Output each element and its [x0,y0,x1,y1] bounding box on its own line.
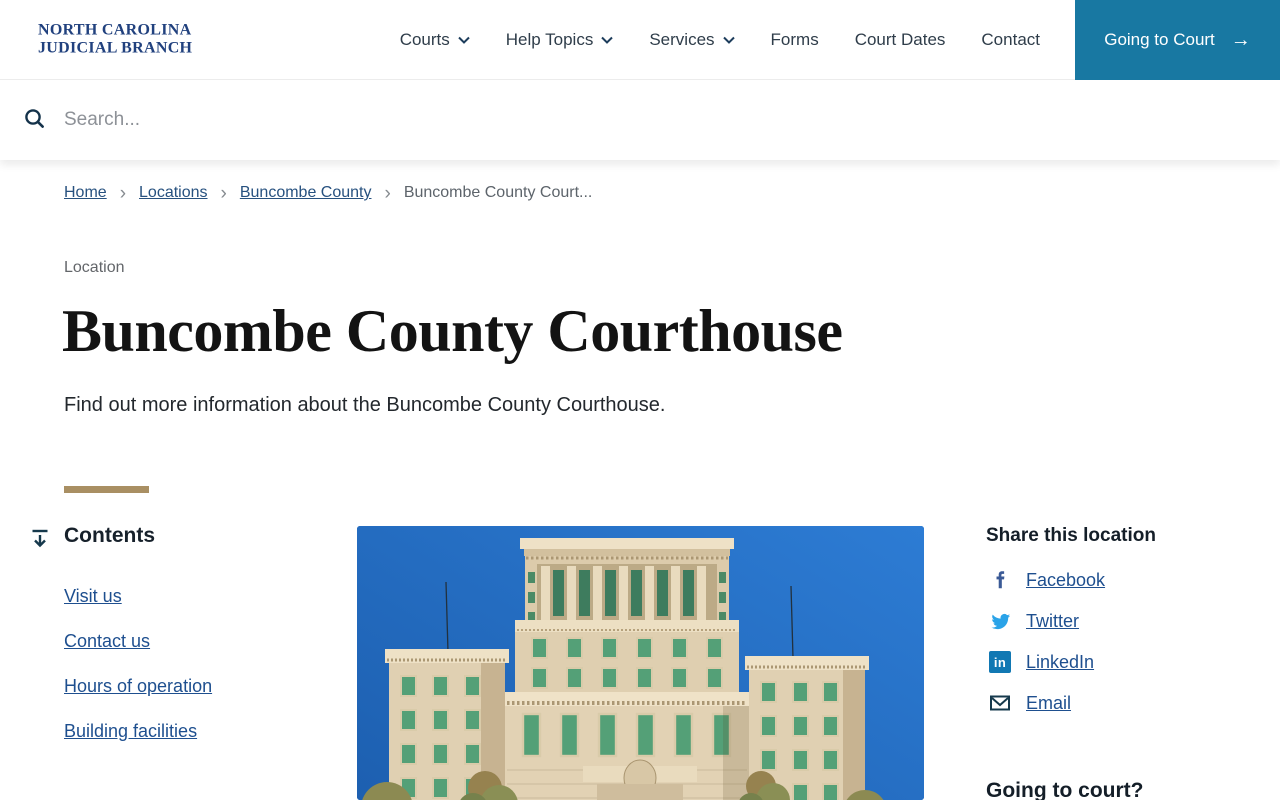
logo-line-2: JUDICIAL BRANCH [38,39,193,57]
arrow-down-to-line-icon [31,529,49,553]
search-icon[interactable] [22,107,48,133]
courthouse-photo [357,526,924,800]
nav-label: Help Topics [505,30,594,49]
table-of-contents [64,586,212,766]
nav-item-courts[interactable] [400,30,470,50]
nav-label: Contact [981,30,1040,49]
nav-label: Courts [399,30,450,49]
gold-accent-bar [64,486,149,493]
going-to-court-button[interactable] [1075,0,1280,80]
search-bar [0,80,1280,160]
cta-label: Going to Court [1104,30,1215,49]
share-link-twitter[interactable]: Twitter [1026,610,1080,631]
toc-link-building-facilities[interactable]: Building facilities [64,721,198,741]
page-title: Buncombe County Courthouse [62,298,843,364]
chevron-down-icon [458,36,470,44]
linkedin-icon [988,650,1012,674]
chevron-down-icon [601,36,613,44]
chevron-right-icon: › [119,183,127,204]
breadcrumb-locations[interactable]: Locations [139,184,208,201]
toc-link-contact-us[interactable]: Contact us [64,631,151,651]
main-nav [400,0,1040,80]
facebook-icon [988,568,1012,592]
toc-link-visit-us[interactable]: Visit us [64,586,122,606]
twitter-icon [988,609,1012,633]
breadcrumb-buncombe-county[interactable]: Buncombe County [239,184,372,201]
breadcrumb-current: Buncombe County Court... [403,184,593,201]
share-link-linkedin[interactable]: LinkedIn [1026,651,1095,672]
nav-label: Services [649,30,715,49]
toc-link-hours-of-operation[interactable]: Hours of operation [64,676,213,696]
breadcrumb [64,183,592,203]
share-row-email [988,691,1105,715]
nav-item-contact[interactable] [981,30,1040,50]
share-link-facebook[interactable]: Facebook [1026,569,1106,590]
chevron-right-icon: › [384,183,391,204]
search-input[interactable] [64,80,1164,160]
going-to-court-heading: Going to court? [986,779,1144,800]
share-row-facebook [988,568,1105,592]
chevron-right-icon: › [220,183,227,204]
logo-line-1: NORTH CAROLINA [38,21,192,39]
courthouse-illustration [357,526,924,800]
breadcrumb-home[interactable]: Home [64,184,107,201]
nav-item-services[interactable] [649,30,734,50]
email-icon [988,691,1012,715]
share-list [988,568,1105,732]
site-header [0,0,1280,80]
right-arrow-icon: → [1230,29,1251,51]
nav-item-help-topics[interactable] [506,30,614,50]
contents-heading: Contents [64,524,155,547]
nav-label: Court Dates [854,30,946,49]
nav-item-court-dates[interactable] [855,30,946,50]
chevron-down-icon [723,36,735,44]
nav-label: Forms [770,30,819,49]
share-row-twitter [988,609,1105,633]
page-subtitle: Find out more information about the Buncombe County Courthouse. [64,394,666,416]
site-logo[interactable] [38,21,192,58]
linkedin-glyph: in [989,651,1011,673]
share-heading: Share this location [986,525,1156,546]
content-type-label: Location [64,259,125,276]
share-row-linkedin [988,650,1105,674]
share-link-email[interactable]: Email [1026,692,1072,713]
nav-item-forms[interactable] [771,30,819,50]
